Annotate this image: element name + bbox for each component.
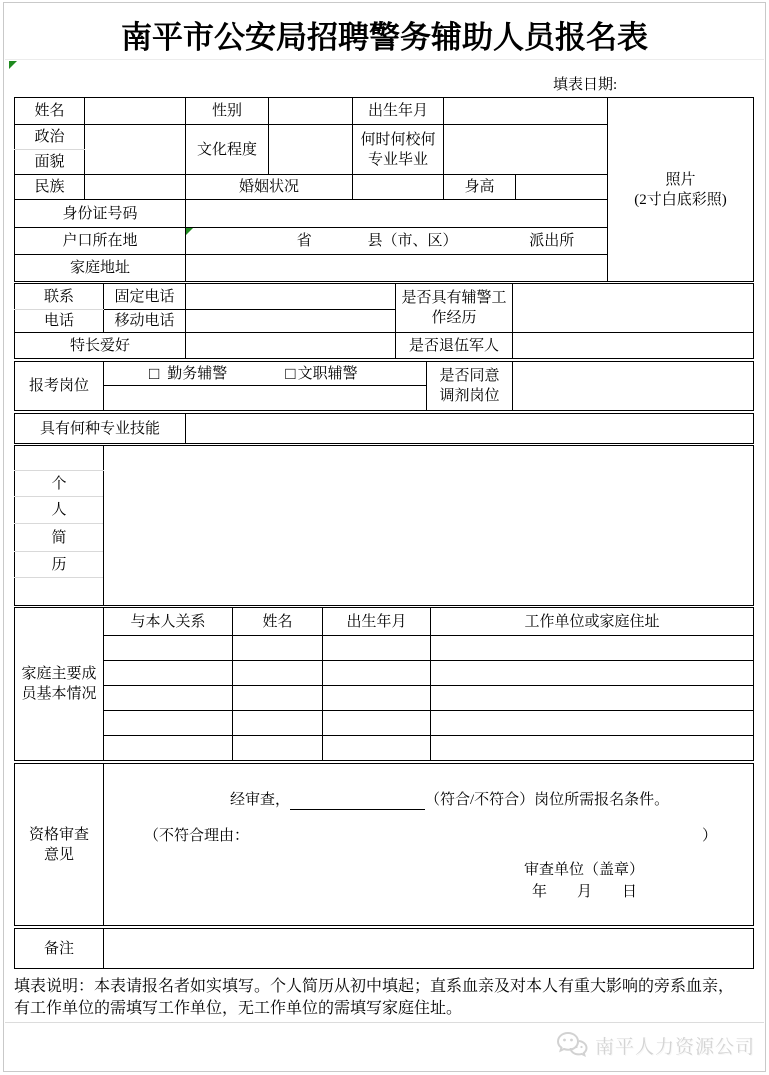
name-value-cell[interactable] [85, 98, 186, 125]
skills-table [14, 413, 754, 444]
id-number-label: 身份证号码 [15, 200, 186, 228]
review-blank-line[interactable] [290, 794, 425, 810]
excel-corner-marker-icon [186, 228, 193, 235]
height-value-cell[interactable] [516, 175, 608, 200]
contact-group-label-bottom: 电话 [15, 310, 104, 333]
family-cell[interactable] [323, 736, 431, 761]
ethnic-label: 民族 [15, 175, 85, 200]
family-header-birth: 出生年月 [323, 608, 431, 636]
birth-value-cell[interactable] [444, 98, 608, 125]
specialty-label: 特长爱好 [15, 333, 186, 359]
review-table [14, 763, 754, 926]
marital-label: 婚姻状况 [186, 175, 353, 200]
option-civilian-auxiliary-label: 文职辅警 [297, 365, 358, 382]
family-cell[interactable] [104, 686, 233, 711]
resume-label-char: 历 [15, 552, 104, 578]
contact-group-label-top: 联系 [15, 284, 104, 310]
adjust-position-label [427, 362, 513, 411]
mobile-value-cell[interactable] [186, 310, 396, 333]
resume-table [14, 445, 754, 606]
family-cell[interactable] [233, 661, 323, 686]
family-cell[interactable] [431, 711, 754, 736]
skills-value-cell[interactable] [186, 414, 754, 444]
position-extra-cell[interactable] [104, 386, 427, 411]
remarks-value-cell[interactable] [104, 929, 754, 969]
family-header-relation: 与本人关系 [104, 608, 233, 636]
company-watermark [555, 1030, 755, 1060]
household-county-label: 县（市、区） [367, 233, 458, 249]
photo-label-line1: 照片 [665, 171, 696, 188]
adjust-position-value-cell[interactable] [513, 362, 754, 411]
household-station-label: 派出所 [529, 233, 575, 249]
family-header-workplace: 工作单位或家庭住址 [431, 608, 754, 636]
page-title: 南平市公安局招聘警务辅助人员报名表 [121, 20, 648, 55]
review-reason-close-paren: ） [701, 828, 717, 844]
education-value-cell[interactable] [269, 125, 353, 175]
resume-label-char: 简 [15, 524, 104, 552]
basic-info-table [14, 97, 754, 282]
form-instructions-line2: 有工作单位的需填写工作单位，无工作单位的需填写家庭住址。 [14, 1000, 463, 1017]
family-cell[interactable] [323, 661, 431, 686]
household-label: 户口所在地 [15, 228, 186, 255]
option-duty-auxiliary[interactable] [149, 364, 227, 384]
fill-date-label: 填表日期: [553, 77, 618, 93]
resume-label-spacer-top [15, 446, 104, 471]
household-province-label: 省 [296, 233, 312, 249]
option-civilian-auxiliary[interactable] [285, 364, 357, 384]
contact-table [14, 283, 754, 359]
position-table [14, 361, 754, 411]
adjust-position-label-line1: 是否同意 [439, 368, 500, 384]
family-cell[interactable] [323, 711, 431, 736]
aux-experience-value-cell[interactable] [513, 284, 754, 333]
household-value-cell[interactable] [186, 228, 608, 255]
remarks-table [14, 928, 754, 969]
position-options-cell [104, 362, 427, 386]
graduation-label-line1: 何时何校何 [360, 131, 436, 148]
adjust-position-label-line2: 调剂岗位 [439, 388, 500, 404]
ethnic-value-cell[interactable] [85, 175, 186, 200]
graduation-value-cell[interactable] [444, 125, 608, 175]
checkbox-icon[interactable]: □ [285, 364, 296, 383]
education-label: 文化程度 [186, 125, 269, 175]
form-instructions-line1: 填表说明：本表请报名者如实填写。个人简历从初中填起；直系血亲及对本人有重大影响的旁系血亲， [14, 978, 735, 995]
chat-bubbles-logo-icon [555, 1030, 589, 1060]
resume-label-char: 个 [15, 471, 104, 497]
family-header-name: 姓名 [233, 608, 323, 636]
review-reason-label: （不符合理由： [144, 828, 250, 844]
family-cell[interactable] [233, 636, 323, 661]
graduation-label-line2: 专业毕业 [367, 151, 428, 168]
option-duty-auxiliary-label: 勤务辅警 [167, 365, 228, 382]
photo-cell[interactable] [608, 98, 754, 282]
height-label: 身高 [444, 175, 516, 200]
specialty-value-cell[interactable] [186, 333, 396, 359]
photo-label-line2: (2寸白底彩照) [634, 191, 727, 208]
excel-corner-marker-icon [9, 61, 17, 69]
family-cell[interactable] [431, 636, 754, 661]
family-cell[interactable] [323, 636, 431, 661]
position-label: 报考岗位 [15, 362, 104, 411]
birth-label: 出生年月 [353, 98, 444, 125]
resume-label-spacer-bottom [15, 578, 104, 606]
family-cell[interactable] [431, 686, 754, 711]
watermark-divider [5, 1022, 764, 1023]
review-conclusion-prefix: 经审查， [230, 792, 291, 808]
family-cell[interactable] [233, 686, 323, 711]
home-address-label: 家庭地址 [15, 255, 186, 282]
review-conclusion-line [230, 790, 669, 810]
id-number-value-cell[interactable] [186, 200, 608, 228]
marital-value-cell[interactable] [353, 175, 444, 200]
form-instructions [14, 976, 755, 1020]
family-cell[interactable] [104, 736, 233, 761]
political-label-bottom: 面貌 [15, 150, 85, 175]
landline-label: 固定电话 [104, 284, 186, 310]
checkbox-icon[interactable]: □ [149, 364, 160, 383]
review-date-label: 年 月 日 [532, 884, 638, 900]
landline-value-cell[interactable] [186, 284, 396, 310]
political-value-cell[interactable] [85, 125, 186, 175]
review-label [15, 764, 104, 926]
company-watermark-text: 南平人力资源公司 [594, 1036, 755, 1058]
family-cell[interactable] [431, 736, 754, 761]
family-cell[interactable] [323, 686, 431, 711]
family-section-label-line2: 员基本情况 [21, 686, 97, 702]
gender-label: 性别 [186, 98, 269, 125]
aux-experience-label-line1: 是否具有辅警工 [401, 290, 507, 306]
review-body-cell[interactable] [104, 764, 754, 926]
mobile-label: 移动电话 [104, 310, 186, 333]
name-label: 姓名 [15, 98, 85, 125]
review-label-line1: 资格审查 [28, 826, 89, 843]
graduation-label [353, 125, 444, 175]
gender-value-cell[interactable] [269, 98, 353, 125]
review-label-line2: 意见 [43, 846, 74, 863]
review-conclusion-suffix: （符合/不符合）岗位所需报名条件。 [425, 792, 670, 808]
family-section-label [15, 608, 104, 761]
family-cell[interactable] [233, 736, 323, 761]
aux-experience-label-line2: 作经历 [431, 310, 477, 326]
home-address-value-cell[interactable] [186, 255, 608, 282]
family-section-label-line1: 家庭主要成 [21, 666, 97, 682]
position-options-row [104, 364, 426, 384]
family-cell[interactable] [104, 636, 233, 661]
veteran-value-cell[interactable] [513, 333, 754, 359]
skills-label: 具有何种专业技能 [15, 414, 186, 444]
family-cell[interactable] [104, 711, 233, 736]
remarks-label: 备注 [15, 929, 104, 969]
title-divider [5, 59, 764, 60]
family-cell[interactable] [233, 711, 323, 736]
resume-label-char: 人 [15, 497, 104, 524]
family-table [14, 607, 754, 761]
family-cell[interactable] [104, 661, 233, 686]
political-label-top: 政治 [15, 125, 85, 150]
veteran-label: 是否退伍军人 [396, 333, 513, 359]
review-unit-seal-label: 审查单位（盖章） [524, 862, 645, 878]
resume-body-cell[interactable] [104, 446, 754, 606]
family-cell[interactable] [431, 661, 754, 686]
aux-experience-label [396, 284, 513, 333]
